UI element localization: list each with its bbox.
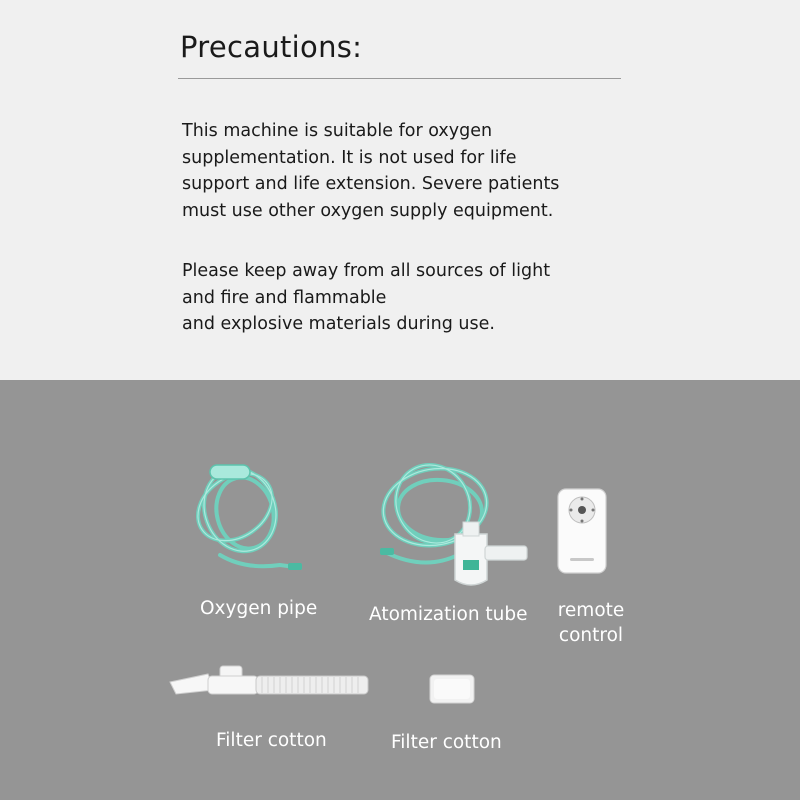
- remote-control-label-line: remote: [557, 600, 625, 621]
- paragraph-line: Please keep away from all sources of light: [182, 261, 551, 281]
- paragraph-line: This machine is suitable for oxygen: [182, 121, 493, 141]
- remote-control-label-line: control: [558, 625, 624, 646]
- paragraph-line: support and life extension. Severe patients: [182, 174, 560, 194]
- precaution-paragraph-fire: [182, 258, 622, 338]
- atomization-tube-image: [375, 462, 535, 592]
- remote-control-image: [557, 488, 607, 574]
- remote-control-label: [553, 598, 629, 648]
- title-divider: [178, 78, 621, 79]
- paragraph-line: supplementation. It is not used for life: [182, 147, 517, 168]
- atomization-tube-label: Atomization tube: [369, 604, 528, 625]
- oxygen-pipe-label: Oxygen pipe: [200, 598, 318, 619]
- paragraph-line: and explosive materials during use.: [182, 314, 495, 334]
- precautions-title: Precautions:: [180, 30, 363, 64]
- filter-cotton-piece-image: [428, 673, 476, 705]
- oxygen-pipe-image: [190, 455, 310, 580]
- precaution-paragraph-oxygen: [182, 118, 622, 224]
- paragraph-line: and fire and flammable: [182, 287, 387, 308]
- filter-cotton-label-2: Filter cotton: [391, 732, 502, 753]
- filter-cotton-label-1: Filter cotton: [216, 730, 327, 751]
- precautions-panel: [0, 0, 800, 380]
- accessories-panel: [0, 380, 800, 800]
- paragraph-line: must use other oxygen supply equipment.: [182, 200, 554, 221]
- filter-cotton-tube-image: [168, 662, 373, 702]
